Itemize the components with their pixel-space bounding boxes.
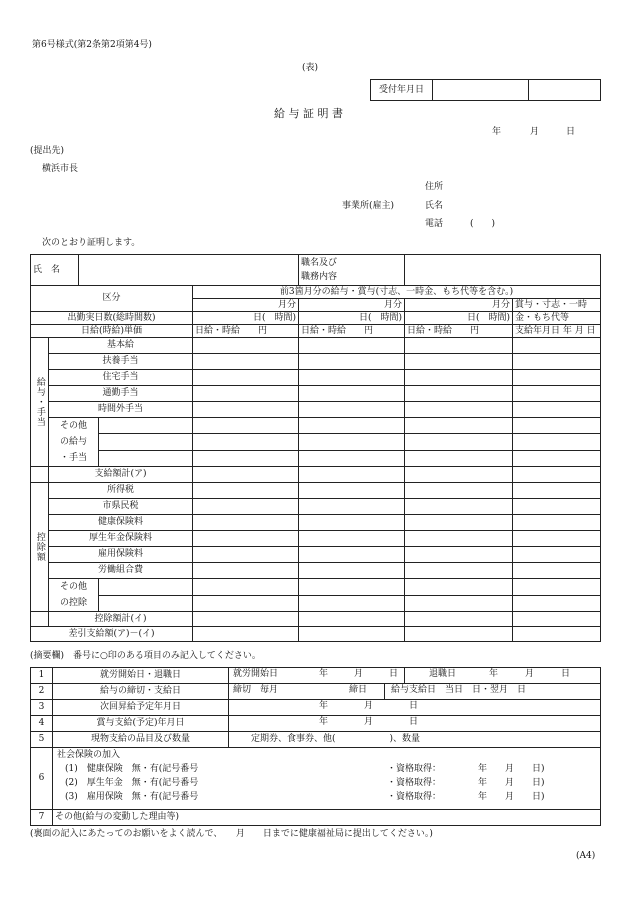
r2-close: 締切 毎月 [233,685,279,695]
total-ded-cell[interactable] [513,612,601,627]
receipt-stamp-field[interactable] [529,80,601,101]
ded-cell[interactable] [193,563,299,579]
net-label: 差引支給額(ア)－(イ) [31,627,193,642]
employer-phone-label: 電話 [425,219,444,229]
r6-acq-1: ・資格取得： [387,764,442,774]
other-pay-line: その他 [60,421,88,431]
r3-d: 日 [409,701,419,711]
submit-to-label: (提出先) [30,146,65,156]
r6-item-1: (1) 健康保険 無・有(記号番号 [65,764,199,774]
pay-cell[interactable] [299,418,405,434]
r2-close-day: 締日 [349,685,368,695]
net-cell[interactable] [193,627,299,642]
r2-divider [384,684,385,700]
ded-cell[interactable] [513,531,601,547]
date-day: 日 [566,127,576,137]
r1-end: 退職日 [429,669,457,679]
net-cell[interactable] [513,627,601,642]
r6-date-2: 年 月 日) [478,778,545,788]
row-no[interactable]: 2 [31,684,53,700]
mayor-label: 横浜市長 [42,164,79,174]
r1-divider [404,668,405,684]
days-1[interactable]: 日( 時間) [193,312,299,325]
r1-y2: 年 [489,669,499,679]
days-3[interactable]: 日( 時間) [405,312,513,325]
form-number: 第6号様式(第2条第2項第4号) [32,40,152,50]
ded-cell[interactable] [193,579,299,596]
total-ded-cell[interactable] [405,612,513,627]
paper-size: (A4) [576,851,596,861]
r1-m: 月 [354,669,364,679]
net-cell[interactable] [299,627,405,642]
bonus-label-1: 賞与・寸志・一時 [513,299,601,312]
other-ded-item[interactable] [99,595,193,612]
ded-cell[interactable] [405,531,513,547]
row-no[interactable]: 1 [31,668,53,684]
certify-text: 次のとおり証明します。 [42,238,141,248]
ded-row-label: 健康保険料 [49,515,193,531]
unit-3[interactable]: 日給・時給 円 [405,325,513,338]
pay-cell[interactable] [193,402,299,418]
pay-cell[interactable] [405,418,513,434]
other-pay-label [49,418,99,467]
ded-row-label: 所得税 [49,483,193,499]
ded-cell[interactable] [405,595,513,612]
pay-cell[interactable] [193,418,299,434]
r6-item-3: (3) 雇用保険 無・有(記号番号 [65,792,199,802]
unit-label: 日給(時給)単価 [31,325,193,338]
r1-field[interactable] [229,668,601,684]
month-2-label: 月分 [299,299,405,312]
other-ded-label [49,579,99,612]
pay-cell[interactable] [299,354,405,370]
pay-cell[interactable] [513,434,601,450]
pay-cell[interactable] [299,450,405,466]
r2-pay: 給与支給日 当日 日・翌月 日 [391,685,527,695]
prev3-header: 前3箇月分の給与・賞与(寸志、一時金、もち代等を含む。) [193,286,601,299]
pay-cell[interactable] [405,386,513,402]
days-label: 出勤実日数(総時間数) [31,312,193,325]
ded-cell[interactable] [299,531,405,547]
r1-label: 就労開始日・退職日 [53,668,229,684]
row-no[interactable]: 6 [31,748,53,810]
other-ded-item[interactable] [99,579,193,596]
ded-cell[interactable] [405,547,513,563]
other-pay-line: の給与 [60,437,88,447]
ded-row-label: 雇用保険料 [49,547,193,563]
name-field[interactable] [79,255,299,286]
pay-cell[interactable] [405,434,513,450]
ded-cell[interactable] [193,595,299,612]
employer-office-label: 事業所(雇主) [342,201,395,211]
ded-cell[interactable] [513,563,601,579]
month-1-label: 月分 [193,299,299,312]
r1-y: 年 [319,669,329,679]
ded-row-label: 労働組合費 [49,563,193,579]
name-label: 氏 名 [31,255,79,286]
r3-y: 年 [319,701,329,711]
pay-cell[interactable] [405,402,513,418]
pay-row-label: 扶養手当 [49,354,193,370]
r6-title: 社会保険の加入 [57,750,121,760]
job-label-1: 職名及び [301,258,338,268]
ded-cell[interactable] [299,595,405,612]
ded-cell[interactable] [193,499,299,515]
pay-cell[interactable] [193,450,299,466]
total-ded-label: 控除額計(イ) [49,612,193,627]
total-pay-label: 支給額計(ア) [49,467,193,483]
job-field[interactable] [405,255,601,286]
summary-note: (摘要欄) 番号に○印のある項目のみ記入してください。 [30,651,261,661]
pay-cell[interactable] [299,370,405,386]
ded-cell[interactable] [299,483,405,499]
pay-cell[interactable] [513,338,601,354]
pay-cell[interactable] [193,338,299,354]
pay-row-label: 通勤手当 [49,386,193,402]
ded-cell[interactable] [513,483,601,499]
pay-cell[interactable] [299,386,405,402]
row-no[interactable]: 5 [31,732,53,748]
total-ded-cell[interactable] [193,612,299,627]
ded-row-label: 厚生年金保険料 [49,531,193,547]
r3-label: 次回昇給予定年月日 [53,700,229,716]
employer-name-label: 氏名 [425,201,444,211]
ded-cell[interactable] [193,483,299,499]
other-ded-line: その他 [60,582,88,592]
r2-label: 給与の締切・支給日 [53,684,229,700]
pay-cell[interactable] [193,386,299,402]
row-no[interactable]: 3 [31,700,53,716]
pay-row-label: 時間外手当 [49,402,193,418]
unit-1[interactable]: 日給・時給 円 [193,325,299,338]
pay-cell[interactable] [513,370,601,386]
total-ded-cell[interactable] [299,612,405,627]
receipt-date-field[interactable] [433,80,529,101]
employer-phone-paren: ( ) [470,219,496,229]
footer-note: (裏面の記入にあたってのお願いをよく読んで、 月 日までに健康福祉局に提出してください。) [30,829,433,839]
summary-table [30,667,601,826]
ded-cell[interactable] [513,515,601,531]
date-month: 月 [530,127,540,137]
r6-acq-2: ・資格取得： [387,778,442,788]
r6-field[interactable] [53,748,601,810]
ded-cell[interactable] [193,531,299,547]
ded-cell[interactable] [299,547,405,563]
date-year: 年 [492,127,502,137]
pay-cell[interactable] [513,354,601,370]
row-no[interactable]: 4 [31,716,53,732]
ded-cell[interactable] [513,595,601,612]
total-pay-cell[interactable] [299,467,405,483]
pay-date[interactable]: 支給年月日 年 月 日 [513,325,601,338]
employer-address-label: 住所 [425,182,444,192]
ded-cell[interactable] [405,563,513,579]
other-ded-line: の控除 [60,598,88,608]
r4-field[interactable] [229,716,601,732]
bonus-label-2: 金・もち代等 [513,312,601,325]
ded-cell[interactable] [193,515,299,531]
total-pay-cell[interactable] [193,467,299,483]
r1-m2: 月 [525,669,535,679]
ded-cell[interactable] [405,515,513,531]
pay-cell[interactable] [513,450,601,466]
pay-cell[interactable] [405,450,513,466]
other-pay-item[interactable] [99,434,193,450]
ded-cell[interactable] [299,499,405,515]
ded-cell[interactable] [405,499,513,515]
month-3-label: 月分 [405,299,513,312]
r4-y: 年 [319,717,329,727]
pay-cell[interactable] [405,354,513,370]
pay-cell[interactable] [405,370,513,386]
pay-cell[interactable] [513,386,601,402]
kyuyo-group-label: 給与・手当 [31,338,49,467]
other-pay-item[interactable] [99,418,193,434]
ded-cell[interactable] [193,547,299,563]
receipt-box [370,79,601,101]
ded-cell[interactable] [299,579,405,596]
side-label: (表) [302,63,319,73]
r5-field[interactable]: 定期券、食事券、他( )、数量 [229,732,601,748]
r4-label: 賞与支給(予定)年月日 [53,716,229,732]
pay-cell[interactable] [513,402,601,418]
pay-row-label: 基本給 [49,338,193,354]
days-2[interactable]: 日( 時間) [299,312,405,325]
pay-cell[interactable] [513,418,601,434]
ded-cell[interactable] [513,499,601,515]
pay-cell[interactable] [405,338,513,354]
pay-cell[interactable] [193,354,299,370]
receipt-label: 受付年月日 [371,80,433,101]
pay-cell[interactable] [299,434,405,450]
ded-cell[interactable] [299,563,405,579]
r1-d: 日 [389,669,399,679]
r4-d: 日 [409,717,419,727]
ded-row-label: 市県民税 [49,499,193,515]
ded-cell[interactable] [405,579,513,596]
job-label-2: 職務内容 [301,272,338,282]
r1-d2: 日 [561,669,571,679]
r3-field[interactable] [229,700,601,716]
r2-field[interactable] [229,684,601,700]
r6-date-1: 年 月 日) [478,764,545,774]
total-pay-cell[interactable] [513,467,601,483]
ded-cell[interactable] [513,579,601,596]
ded-cell[interactable] [299,515,405,531]
pay-cell[interactable] [193,370,299,386]
row-no[interactable]: 7 [31,810,53,826]
kubun-label: 区分 [31,286,193,312]
unit-2[interactable]: 日給・時給 円 [299,325,405,338]
ded-cell[interactable] [405,483,513,499]
total-pay-cell[interactable] [405,467,513,483]
r3-m: 月 [364,701,374,711]
other-pay-item[interactable] [99,450,193,466]
net-cell[interactable] [405,627,513,642]
page-title: 給 与 証 明 書 [274,107,343,120]
r6-date-3: 年 月 日) [478,792,545,802]
pay-cell[interactable] [299,338,405,354]
r5-label: 現物支給の品目及び数量 [53,732,229,748]
r7-field[interactable]: その他(給与の変動した理由等) [53,810,601,826]
r1-start: 就労開始日 [233,669,279,679]
r6-item-2: (2) 厚生年金 無・有(記号番号 [65,778,199,788]
r6-acq-3: ・資格取得： [387,792,442,802]
ded-cell[interactable] [513,547,601,563]
pay-row-label: 住宅手当 [49,370,193,386]
r4-m: 月 [364,717,374,727]
pay-cell[interactable] [299,402,405,418]
koujo-group-label: 控除額 [31,483,49,612]
salary-table [30,254,601,642]
other-pay-line: ・手当 [60,453,88,463]
pay-cell[interactable] [193,434,299,450]
